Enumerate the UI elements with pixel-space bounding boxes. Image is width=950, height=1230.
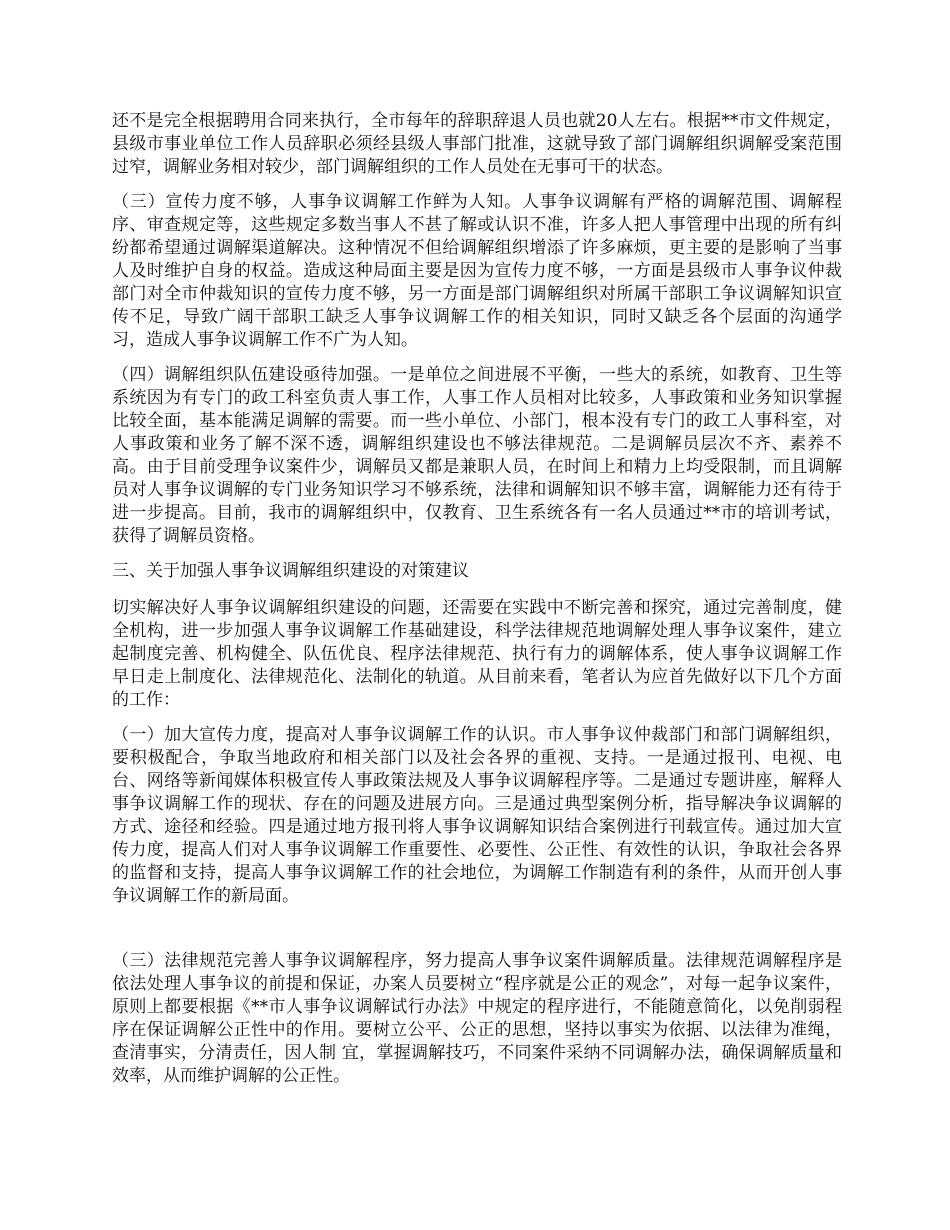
paragraph-recommendations-intro: 切实解决好人事争议调解组织建设的问题，还需要在实践中不断完善和探究，通过完善制度，健全机构，进一步加强人事争议调解工作基础建设，科学法律规范地调解处理人事争议案件，建立起制度完善、机构健全、队伍优良、程序法律规范、执行有力的调解体系，使人事争议调解工作早日走上制度化、法律规范化、法制化的轨道。从目前来看，笔者认为应首先做好以下几个方面的工作： bbox=[112, 598, 842, 710]
document-body bbox=[112, 110, 842, 1100]
paragraph-continuation: 还不是完全根据聘用合同来执行，全市每年的辞职辞退人员也就20人左右。根据**市文件规定，县级市事业单位工作人员辞职必须经县级人事部门批准，这就导致了部门调解组织调解受案范围过窄，调解业务相对较少，部门调解组织的工作人员处在无事可干的状态。 bbox=[112, 111, 842, 177]
paragraph-standardize-procedure: （三）法律规范完善人事争议调解程序，努力提高人事争议案件调解质量。法律规范调解程序是依法处理人事争议的前提和保证，办案人员要树立“程序就是公正的观念”，对每一起争议案件，原则上都要根据《**市人事争议调解试行办法》中规定的程序进行，不能随意简化，以免削弱程序在保证调解公正性中的作用。要树立公平、公正的思想，坚持以事实为依据、以法律为准绳，查清事实，分清责任，因人制 宜，掌握调解技巧，不同案件采纳不同调解办法，确保调解质量和效率，从而维护调解的公正性。 bbox=[112, 951, 842, 1086]
paragraph-gap bbox=[112, 920, 842, 950]
paragraph-team-building: （四）调解组织队伍建设亟待加强。一是单位之间进展不平衡，一些大的系统，如教育、卫生等系统因为有专门的政工科室负责人事工作，人事工作人员相对比较多，人事政策和业务知识掌握比较全面，基本能满足调解的需要。而一些小单位、小部门，根本没有专门的政工人事科室，对人事政策和业务了解不深不透，调解组织建设也不够法律规范。二是调解员层次不齐、素养不高。由于目前受理争议案件少，调解员又都是兼职人员，在时间上和精力上均受限制，而且调解员对人事争议调解的专门业务知识学习不够系统，法律和调解知识不够丰富，调解能力还有待于进一步提高。目前，我市的调解组织中，仅教育、卫生系统各有一名人员通过**市的培训考试，获得了调解员资格。 bbox=[112, 365, 842, 546]
paragraph-publicity-insufficient: （三）宣传力度不够，人事争议调解工作鲜为人知。人事争议调解有严格的调解范围、调解程序、审查规定等，这些规定多数当事人不甚了解或认识不准，许多人把人事管理中出现的所有纠纷都希望通过调解渠道解决。这种情况不但给调解组织增添了许多麻烦，更主要的是影响了当事人及时维护自身的权益。造成这种局面主要是因为宣传力度不够，一方面是县级市人事争议仲裁部门对全市仲裁知识的宣传力度不够，另一方面是部门调解组织对所属干部职工争议调解知识宣传不足，导致广阔干部职工缺乏人事争议调解工作的相关知识，同时又缺乏各个层面的沟通学习，造成人事争议调解工作不广为人知。 bbox=[112, 192, 842, 350]
section-heading-recommendations: 三、关于加强人事争议调解组织建设的对策建议 bbox=[112, 561, 469, 581]
paragraph-increase-publicity: （一）加大宣传力度，提高对人事争议调解工作的认识。市人事争议仲裁部门和部门调解组织，要积极配合，争取当地政府和相关部门以及社会各界的重视、支持。一是通过报刊、电视、电台、网络等新闻媒体积极宣传人事政策法规及人事争议调解程序等。二是通过专题讲座，解释人事争议调解工作的现状、存在的问题及进展方向。三是通过典型案例分析，指导解决争议调解的方式、途径和经验。四是通过地方报刊将人事争议调解知识结合案例进行刊载宣传。通过加大宣传力度，提高人们对人事争议调解工作重要性、必要性、公正性、有效性的认识，争取社会各界的监督和支持，提高人事争议调解工作的社会地位，为调解工作制造有利的条件，从而开创人事争议调解工作的新局面。 bbox=[112, 725, 842, 906]
